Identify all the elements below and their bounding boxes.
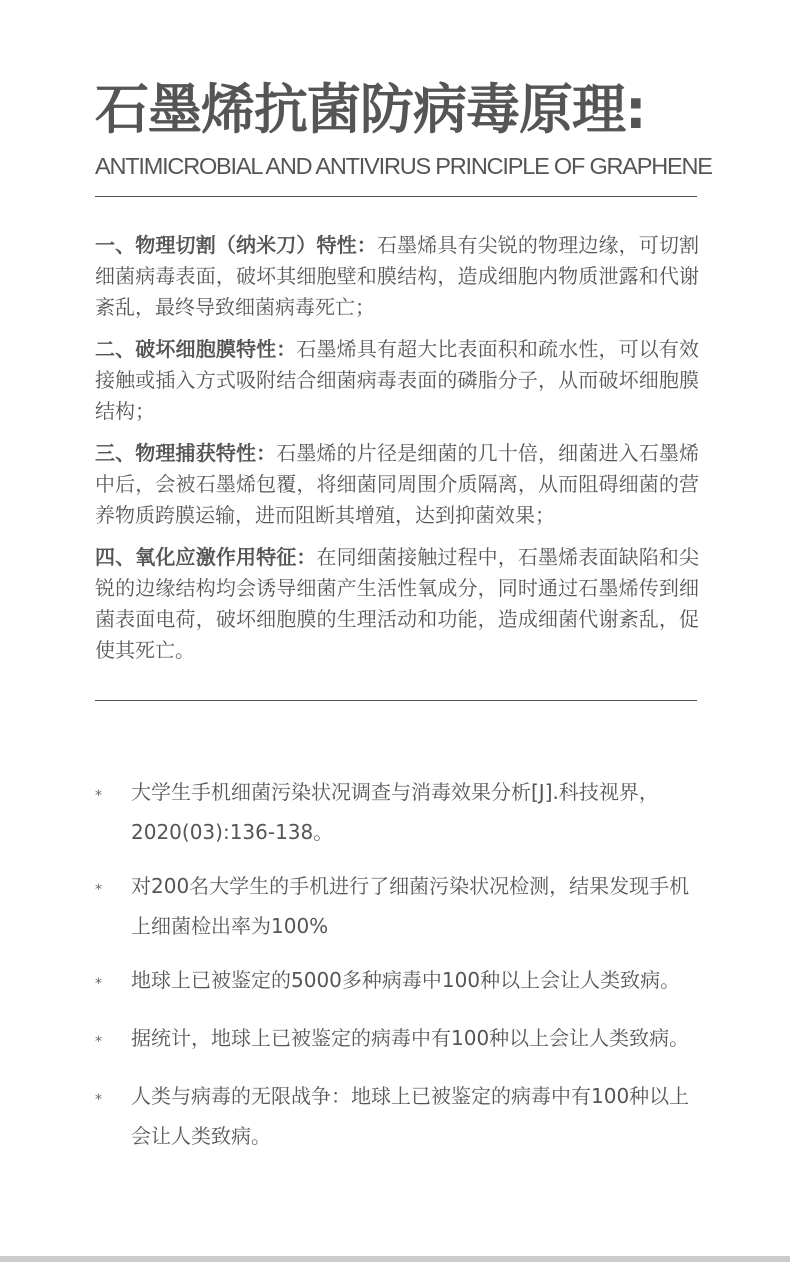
list-item (95, 960, 699, 1004)
bottom-bar (0, 1256, 790, 1262)
list-item (95, 772, 699, 852)
principle-body: 石墨烯具有超大比表面积和疏水性，可以有效接触或插入方式吸附结合细菌病毒表面的磷脂分子，从而破坏细胞膜结构； (95, 337, 700, 423)
principle-paragraph (95, 230, 699, 323)
asterisk-bullet-icon: * (95, 1092, 102, 1108)
principle-body: 石墨烯的片径是细菌的几十倍，细菌进入石墨烯中后，会被石墨烯包覆，将细菌同周围介质隔离，从而阻碍细菌的营养物质跨膜运输，进而阻断其增殖，达到抑菌效果； (95, 441, 700, 527)
page-subtitle: ANTIMICROBIAL AND ANTIVIRUS PRINCIPLE OF GRAPHENE (95, 153, 712, 179)
asterisk-bullet-icon: * (95, 882, 102, 898)
note-text: 据统计，地球上已被鉴定的病毒中有100种以上会让人类致病。 (131, 1026, 690, 1050)
principle-paragraph (95, 438, 699, 531)
principle-heading: 一、物理切割（纳米刀）特性： (95, 233, 377, 257)
principles-section (95, 230, 699, 677)
principle-paragraph (95, 334, 699, 427)
principle-body: 在同细菌接触过程中，石墨烯表面缺陷和尖锐的边缘结构均会诱导细菌产生活性氧成分，同时通过石墨烯传到细菌表面电荷，破坏细胞膜的生理活动和功能，造成细菌代谢紊乱，促使其死亡。 (95, 545, 700, 662)
asterisk-bullet-icon: * (95, 976, 102, 992)
top-divider (95, 196, 697, 197)
note-text: 大学生手机细菌污染状况调查与消毒效果分析[J].科技视界，2020(03):136-138。 (131, 780, 659, 844)
list-item (95, 866, 699, 946)
page-title: 石墨烯抗菌防病毒原理: (95, 78, 646, 141)
principle-heading: 四、氧化应激作用特征： (95, 545, 317, 569)
note-text: 地球上已被鉴定的5000多种病毒中100种以上会让人类致病。 (131, 968, 681, 992)
note-text: 人类与病毒的无限战争：地球上已被鉴定的病毒中有100种以上会让人类致病。 (131, 1084, 690, 1148)
list-item (95, 1076, 699, 1156)
notes-list (95, 772, 699, 1170)
note-text: 对200名大学生的手机进行了细菌污染状况检测，结果发现手机上细菌检出率为100% (131, 874, 690, 938)
principle-body: 石墨烯具有尖锐的物理边缘，可切割细菌病毒表面，破坏其细胞壁和膜结构，造成细胞内物质泄露和代谢紊乱，最终导致细菌病毒死亡； (95, 233, 700, 319)
asterisk-bullet-icon: * (95, 1034, 102, 1050)
list-item (95, 1018, 699, 1062)
middle-divider (95, 700, 697, 701)
asterisk-bullet-icon: * (95, 788, 102, 804)
principle-paragraph (95, 542, 699, 666)
principle-heading: 二、破坏细胞膜特性： (95, 337, 297, 361)
principle-heading: 三、物理捕获特性： (95, 441, 277, 465)
